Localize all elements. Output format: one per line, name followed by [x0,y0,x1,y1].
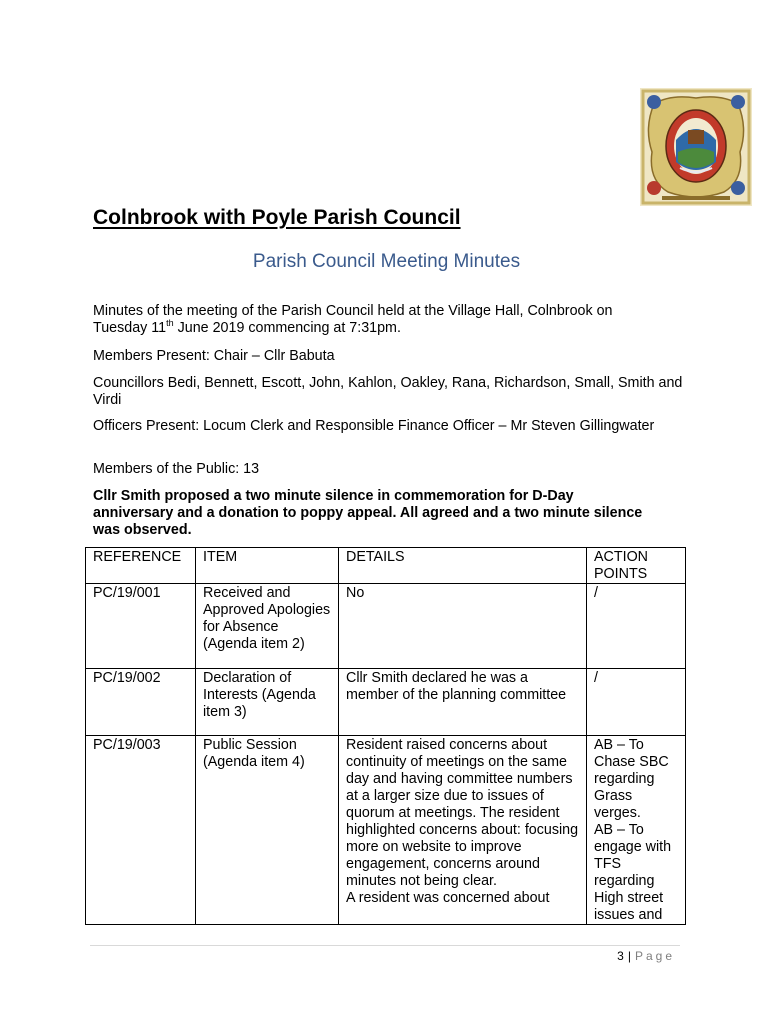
header-details: DETAILS [339,548,587,584]
intro-line-2 [93,320,683,337]
page-number: 3 [617,949,624,963]
members-of-public: Members of the Public: 13 [93,461,260,477]
row-item: Declaration of Interests (Agenda item 3) [196,669,339,736]
members-present: Members Present: Chair – Cllr Babuta [93,348,335,364]
row-details-text: Resident raised concerns about continuity of meetings on the same day and having committee numbers at a larger size due to issues of quorum at meetings. The resident highlighted concerns about: focusing more on website to improve engagement, concerns around minutes not being clear. [346,737,579,889]
table-row [86,669,686,736]
intro-date-prefix: Tuesday 11 [93,320,167,336]
row-item: Received and Approved Apologies for Absence (Agenda item 2) [196,584,339,669]
page-title: Colnbrook with Poyle Parish Council [93,206,461,229]
row-item: Public Session (Agenda item 4) [196,736,339,925]
intro-date-suffix: June 2019 commencing at 7:31pm. [173,320,401,336]
page-footer [617,949,675,963]
row-action-text: AB – To Chase SBC regarding Grass verges. [594,737,669,821]
row-reference: PC/19/003 [86,736,196,925]
row-action-continued: AB – To engage with TFS regarding High street issues and [594,822,672,923]
row-details: Cllr Smith declared he was a member of the planning committee [339,669,587,736]
table-header-row [86,548,686,584]
row-action: / [587,584,686,669]
page-subtitle: Parish Council Meeting Minutes [252,251,521,272]
row-action: / [587,669,686,736]
silence-statement: Cllr Smith proposed a two minute silence in commemoration for D-Day anniversary and a donation to poppy appeal. All agreed and a two minute silence was observed. [93,488,643,538]
parish-crest-logo [640,88,752,206]
minutes-table [85,547,686,925]
table-row [86,584,686,669]
header-reference: REFERENCE [86,548,196,584]
page-label: Page [634,949,675,963]
row-details [339,736,587,925]
row-action [587,736,686,925]
table-row [86,736,686,925]
row-reference: PC/19/002 [86,669,196,736]
intro-paragraph [93,303,683,337]
councillors-list: Councillors Bedi, Bennett, Escott, John, Kahlon, Oakley, Rana, Richardson, Small, Smith and Virdi [93,375,683,408]
row-reference: PC/19/001 [86,584,196,669]
row-details: No [339,584,587,669]
row-details-continued: A resident was concerned about [346,890,550,906]
footer-divider [90,945,680,946]
officers-present: Officers Present: Locum Clerk and Responsible Finance Officer – Mr Steven Gillingwater [93,418,655,434]
header-action-points: ACTION POINTS [587,548,686,584]
header-item: ITEM [196,548,339,584]
footer-separator: | [627,949,631,963]
intro-date-sup: th [166,318,174,329]
intro-line-1: Minutes of the meeting of the Parish Council held at the Village Hall, Colnbrook on [93,303,613,319]
